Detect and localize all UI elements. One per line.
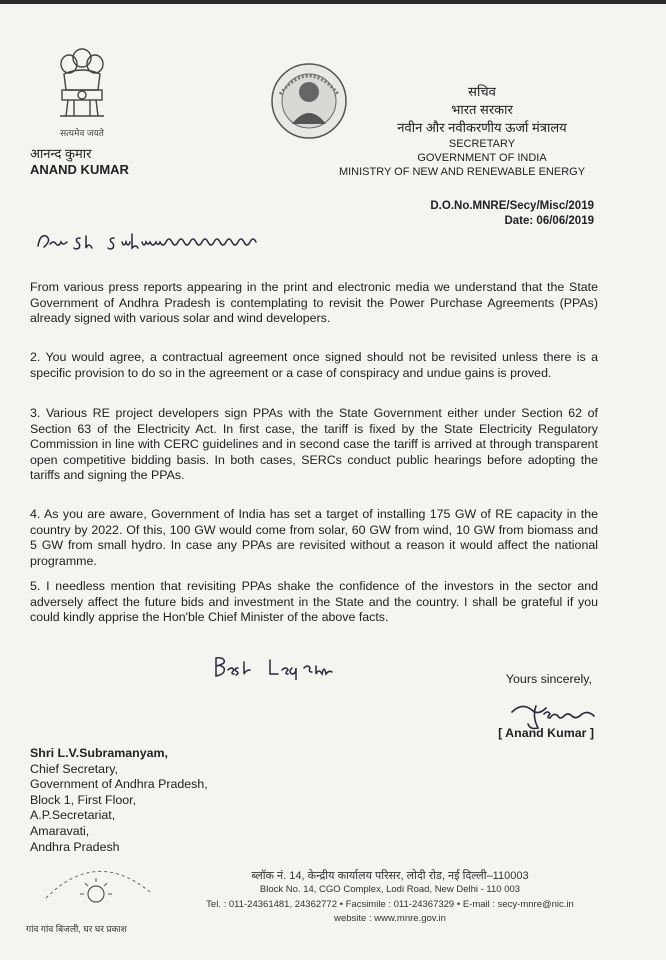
addressee-block [30, 746, 208, 855]
ministry-english: MINISTRY OF NEW AND RENEWABLE ENERGY [338, 166, 586, 178]
mnre-logo-icon [26, 852, 166, 912]
signatory-name: [ Anand Kumar ] [498, 726, 594, 740]
govt-english: GOVERNMENT OF INDIA [417, 152, 547, 164]
addressee-line: Block 1, First Floor, [30, 792, 137, 807]
title-hindi: सचिव [468, 84, 496, 99]
tagline-hindi: गांव गांव बिजली, घर घर प्रकाश [26, 924, 127, 934]
emblem-motto: सत्यमेव जयते [60, 128, 104, 138]
footer-website: website : www.mnre.gov.in [334, 913, 446, 924]
addressee-name: Shri L.V.Subramanyam, [30, 746, 168, 760]
body-paragraph-5: 5. I needless mention that revisiting PPAs shake the confidence of the investors in the sector and adversely affect the future bids and investment in the State and the country. I shall be grateful if you could kindly apprise the Hon'ble Chief Minister of the above facts. [30, 579, 598, 624]
letter-page [0, 4, 666, 960]
footer-address-english: Block No. 14, CGO Complex, Lodi Road, New Delhi - 110 003 [259, 884, 521, 895]
body-paragraph-1: From various press reports appearing in the print and electronic media we understand that the State Government of Andhra Pradesh is contemplating to revisit the Power Purchase Agreements (PPAs) already signed with various solar and wind developers. [30, 280, 598, 325]
reference-number: D.O.No.MNRE/Secy/Misc/2019 [430, 200, 594, 212]
footer-contact: Tel. : 011-24361481, 24362772 • Facsimile : 011-24367329 • E-mail : secy-mnre@nic.in [206, 899, 574, 910]
body-paragraph-4: 4. As you are aware, Government of India has set a target of installing 175 GW of RE capacity in the country by 2022. Of this, 100 GW would come from solar, 60 GW from wind, 10 GW from biomass and 5 GW from small hydro. In case any PPAs are revisited without a reason it would affect the national programme. [30, 507, 598, 568]
addressee-line: Chief Secretary, [30, 761, 118, 776]
govt-hindi: भारत सरकार [451, 102, 513, 117]
sender-name-hindi: आनन्द कुमार [30, 146, 92, 161]
addressee-line: Amaravati, [30, 823, 90, 838]
body-paragraph-2: 2. You would agree, a contractual agreement once signed should not be revisited unless there is a specific provision to do so in the agreement or a case of conspiracy and undue gains is proved. [30, 350, 598, 380]
reference-date: Date: 06/06/2019 [504, 215, 594, 227]
handwritten-salutation [36, 230, 316, 252]
handwritten-regards [212, 654, 342, 680]
addressee-line: Government of Andhra Pradesh, [30, 777, 208, 792]
addressee-line: Andhra Pradesh [30, 839, 120, 854]
closing: Yours sincerely, [505, 672, 592, 686]
sender-name-english: ANAND KUMAR [30, 162, 129, 177]
state-emblem-icon [52, 44, 112, 124]
footer-address-hindi: ब्लॉक नं. 14, केन्द्रीय कार्यालय परिसर, लोदी रोड, नई दिल्ली–110003 [251, 870, 529, 882]
ministry-hindi: नवीन और नवीकरणीय ऊर्जा मंत्रालय [397, 120, 567, 135]
body-paragraph-3: 3. Various RE project developers sign PPAs with the State Government either under Section 62 of Section 63 of the Electricity Act. In first case, the tariff is fixed by the State Electricity Regulatory Commission in line with CERC guidelines and in second case the tariff is arrived at through transparent open competitive bidding basis. In both cases, SERCs conduct public hearings before adopting the tariffs and signing the PPAs. [30, 406, 598, 482]
addressee-line: A.P.Secretariat, [30, 808, 116, 823]
title-english: SECRETARY [448, 138, 516, 150]
portrait-seal-icon [270, 62, 348, 140]
